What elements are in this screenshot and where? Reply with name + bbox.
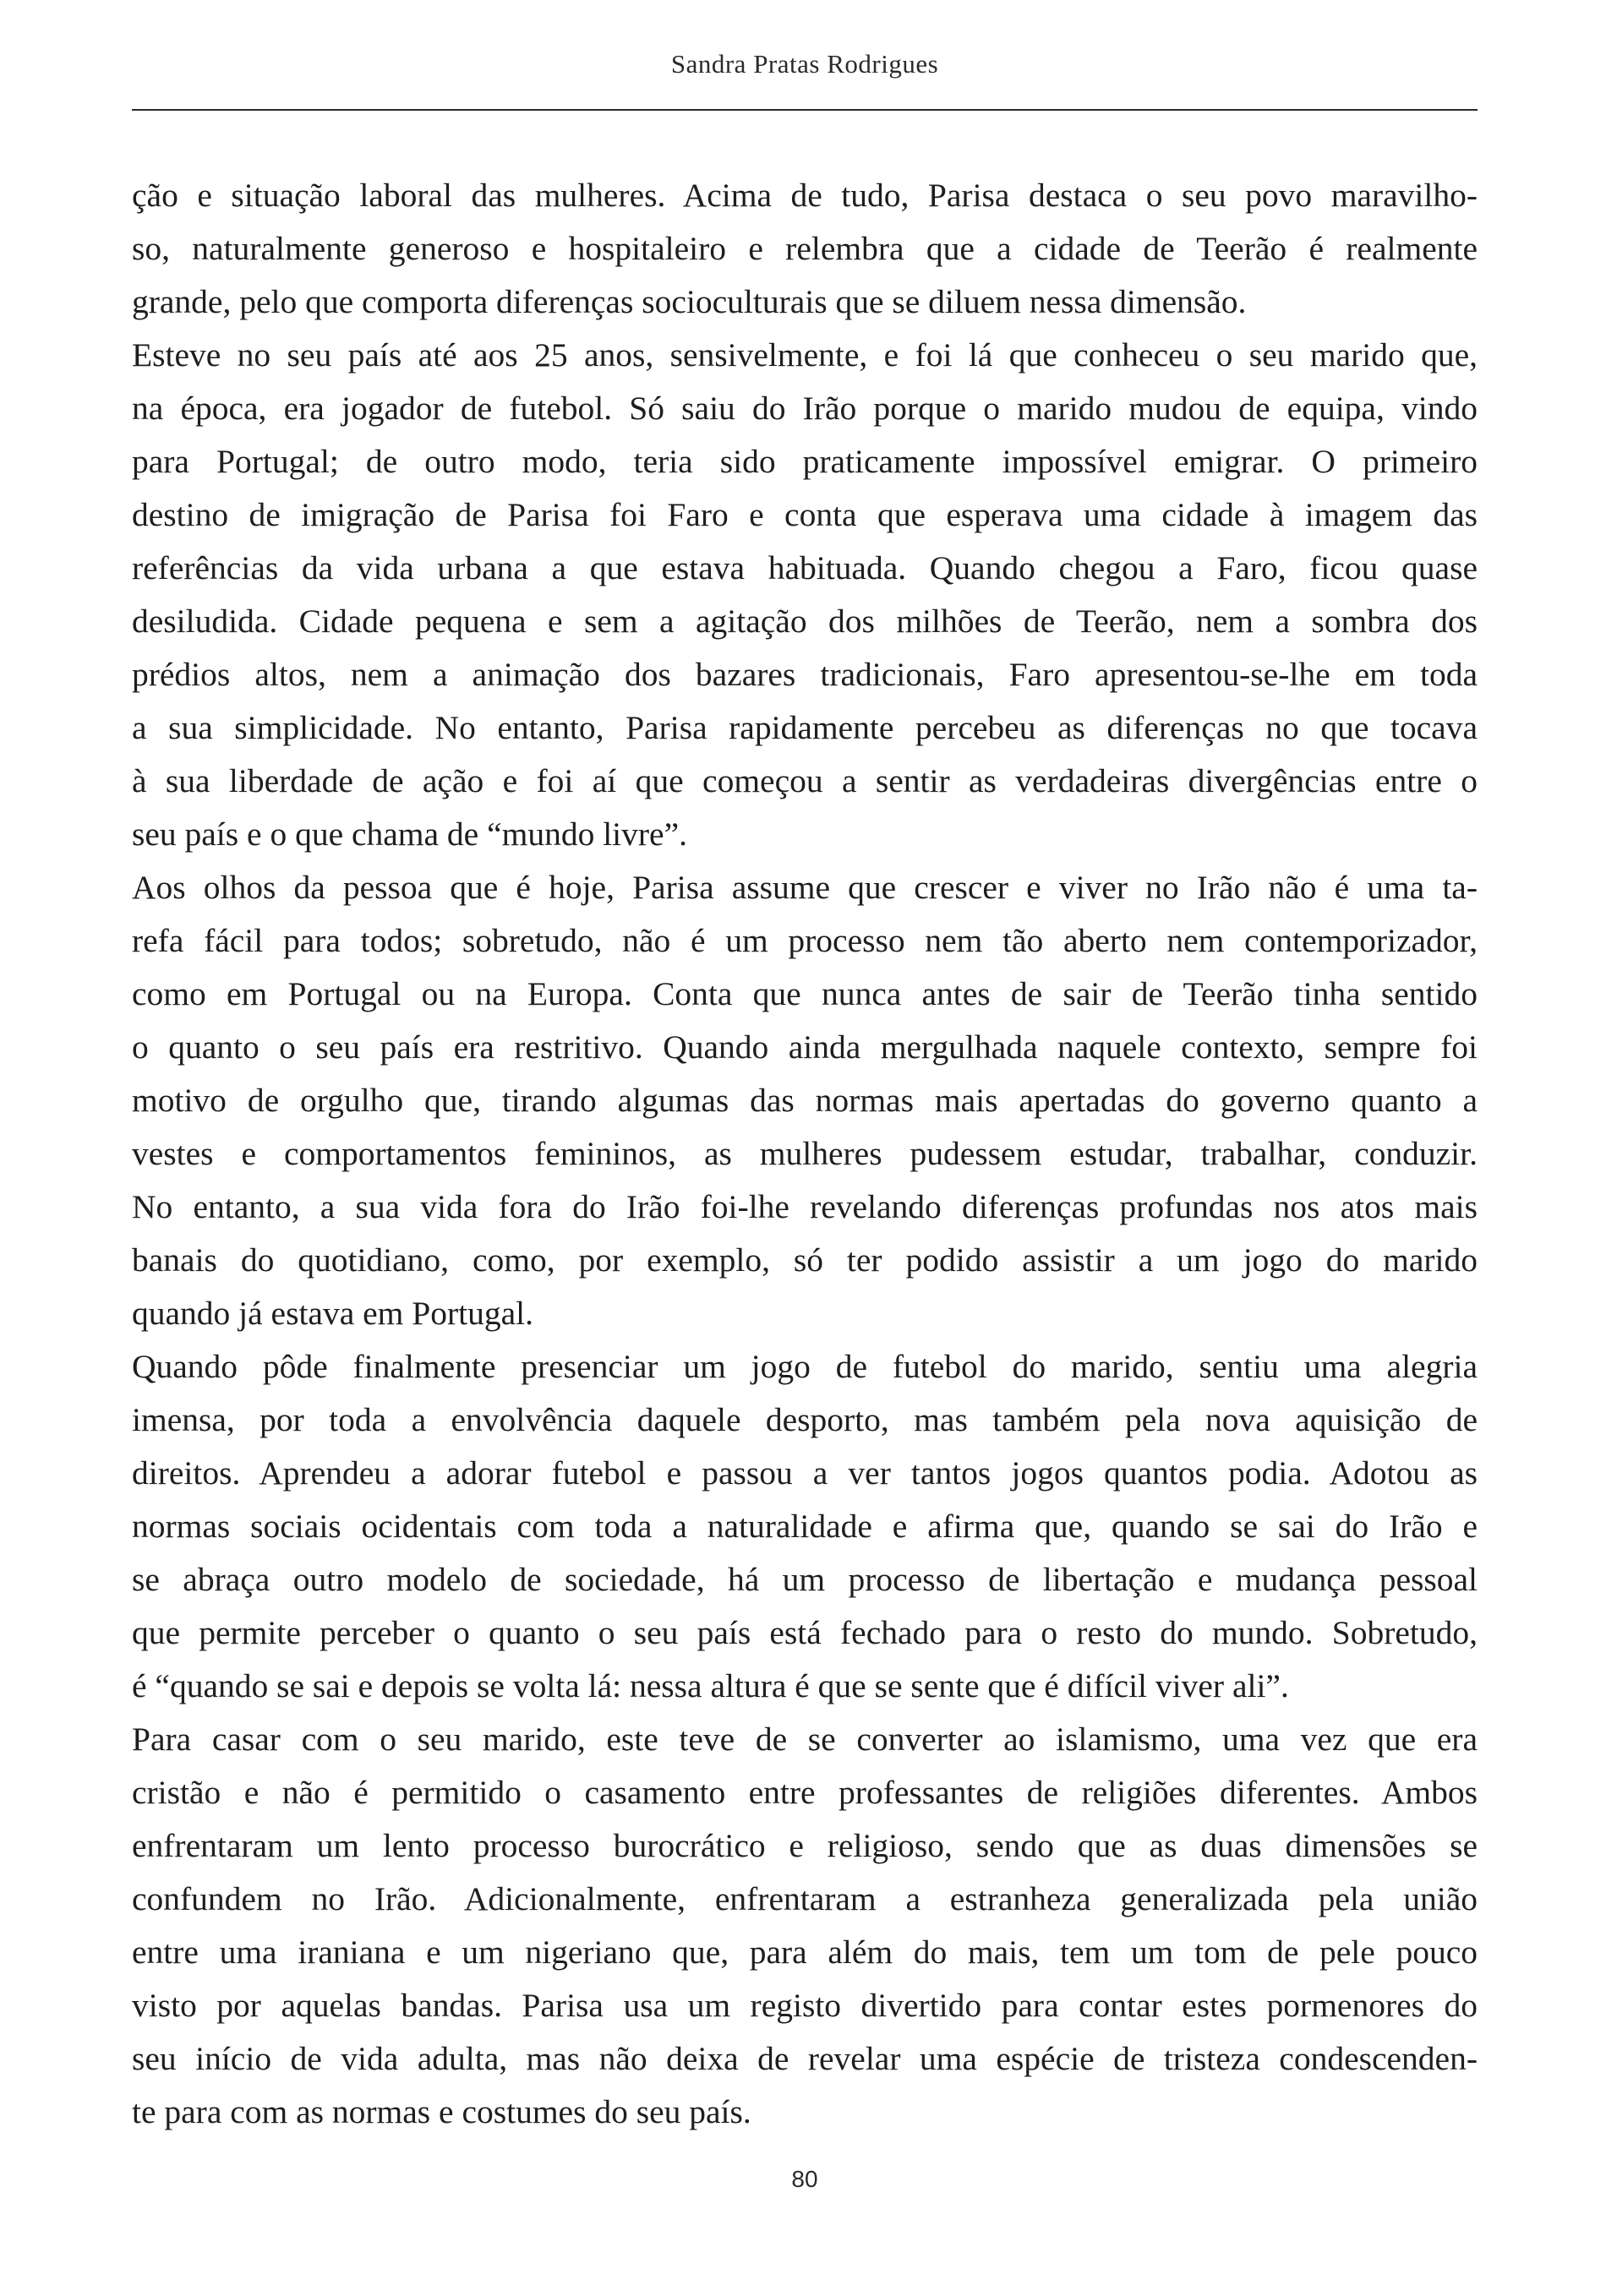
- text-line: o quanto o seu país era restritivo. Quando ainda mergulhada naquele contexto, sempre foi: [132, 1028, 1478, 1066]
- text-line: grande, pelo que comporta diferenças socioculturais que se diluem nessa dimensão.: [132, 283, 1247, 320]
- paragraph-4: [132, 1340, 1478, 1713]
- text-line: referências da vida urbana a que estava habituada. Quando chegou a Faro, ficou quase: [132, 549, 1478, 586]
- text-line: cristão e não é permitido o casamento entre professantes de religiões diferentes. Ambos: [132, 1774, 1478, 1811]
- text-line: é “quando se sai e depois se volta lá: nessa altura é que se sente que é difícil viver ali”.: [132, 1667, 1289, 1704]
- paragraph-1: [132, 169, 1478, 329]
- text-line: seu início de vida adulta, mas não deixa de revelar uma espécie de tristeza condescenden-: [132, 2040, 1478, 2077]
- text-line: so, naturalmente generoso e hospitaleiro e relembra que a cidade de Teerão é realmente: [132, 230, 1478, 267]
- text-line: vestes e comportamentos femininos, as mulheres pudessem estudar, trabalhar, conduzir.: [132, 1135, 1478, 1172]
- text-line: ção e situação laboral das mulheres. Acima de tudo, Parisa destaca o seu povo maravilho-: [132, 177, 1478, 214]
- paragraph-2: [132, 329, 1478, 861]
- text-line: visto por aquelas bandas. Parisa usa um registo divertido para contar estes pormenores do: [132, 1987, 1478, 2024]
- text-line: destino de imigração de Parisa foi Faro e conta que esperava uma cidade à imagem das: [132, 496, 1478, 533]
- text-line: seu país e o que chama de “mundo livre”.: [132, 815, 687, 853]
- text-line: No entanto, a sua vida fora do Irão foi-lhe revelando diferenças profundas nos atos mais: [132, 1188, 1478, 1225]
- body-text: [132, 169, 1478, 2139]
- text-line: Esteve no seu país até aos 25 anos, sensivelmente, e foi lá que conheceu o seu marido que,: [132, 336, 1478, 374]
- text-line: refa fácil para todos; sobretudo, não é um processo nem tão aberto nem contemporizador,: [132, 922, 1478, 959]
- running-header: Sandra Pratas Rodrigues: [670, 49, 939, 79]
- text-line: Quando pôde finalmente presenciar um jogo de futebol do marido, sentiu uma alegria: [132, 1348, 1478, 1385]
- page-number: 80: [791, 2166, 818, 2192]
- paragraph-5: [132, 1713, 1478, 2139]
- text-line: entre uma iraniana e um nigeriano que, para além do mais, tem um tom de pele pouco: [132, 1933, 1478, 1971]
- text-line: se abraça outro modelo de sociedade, há um processo de libertação e mudança pessoal: [132, 1561, 1478, 1598]
- text-line: à sua liberdade de ação e foi aí que começou a sentir as verdadeiras divergências entre o: [132, 762, 1478, 799]
- text-line: Aos olhos da pessoa que é hoje, Parisa assume que crescer e viver no Irão não é uma ta-: [132, 869, 1478, 906]
- text-line: imensa, por toda a envolvência daquele desporto, mas também pela nova aquisição de: [132, 1401, 1478, 1438]
- text-line: na época, era jogador de futebol. Só saiu do Irão porque o marido mudou de equipa, vindo: [132, 390, 1478, 427]
- text-line: confundem no Irão. Adicionalmente, enfrentaram a estranheza generalizada pela união: [132, 1880, 1478, 1917]
- text-line: direitos. Aprendeu a adorar futebol e passou a ver tantos jogos quantos podia. Adotou as: [132, 1454, 1478, 1492]
- header-rule: [132, 109, 1478, 111]
- text-line: quando já estava em Portugal.: [132, 1295, 533, 1332]
- text-line: a sua simplicidade. No entanto, Parisa rapidamente percebeu as diferenças no que tocava: [132, 709, 1478, 746]
- text-line: como em Portugal ou na Europa. Conta que nunca antes de sair de Teerão tinha sentido: [132, 975, 1478, 1012]
- text-line: banais do quotidiano, como, por exemplo, só ter podido assistir a um jogo do marido: [132, 1241, 1478, 1279]
- paragraph-3: [132, 861, 1478, 1340]
- text-line: desiludida. Cidade pequena e sem a agitação dos milhões de Teerão, nem a sombra dos: [132, 603, 1478, 640]
- text-line: normas sociais ocidentais com toda a naturalidade e afirma que, quando se sai do Irão e: [132, 1508, 1478, 1545]
- text-line: Para casar com o seu marido, este teve de se converter ao islamismo, uma vez que era: [132, 1721, 1478, 1758]
- text-line: prédios altos, nem a animação dos bazares tradicionais, Faro apresentou-se-lhe em toda: [132, 656, 1478, 693]
- text-line: enfrentaram um lento processo burocrático e religioso, sendo que as duas dimensões se: [132, 1827, 1478, 1864]
- text-line: motivo de orgulho que, tirando algumas das normas mais apertadas do governo quanto a: [132, 1082, 1478, 1119]
- text-line: te para com as normas e costumes do seu país.: [132, 2093, 751, 2130]
- text-line: para Portugal; de outro modo, teria sido praticamente impossível emigrar. O primeiro: [132, 443, 1478, 480]
- text-line: que permite perceber o quanto o seu país está fechado para o resto do mundo. Sobretudo,: [132, 1614, 1478, 1651]
